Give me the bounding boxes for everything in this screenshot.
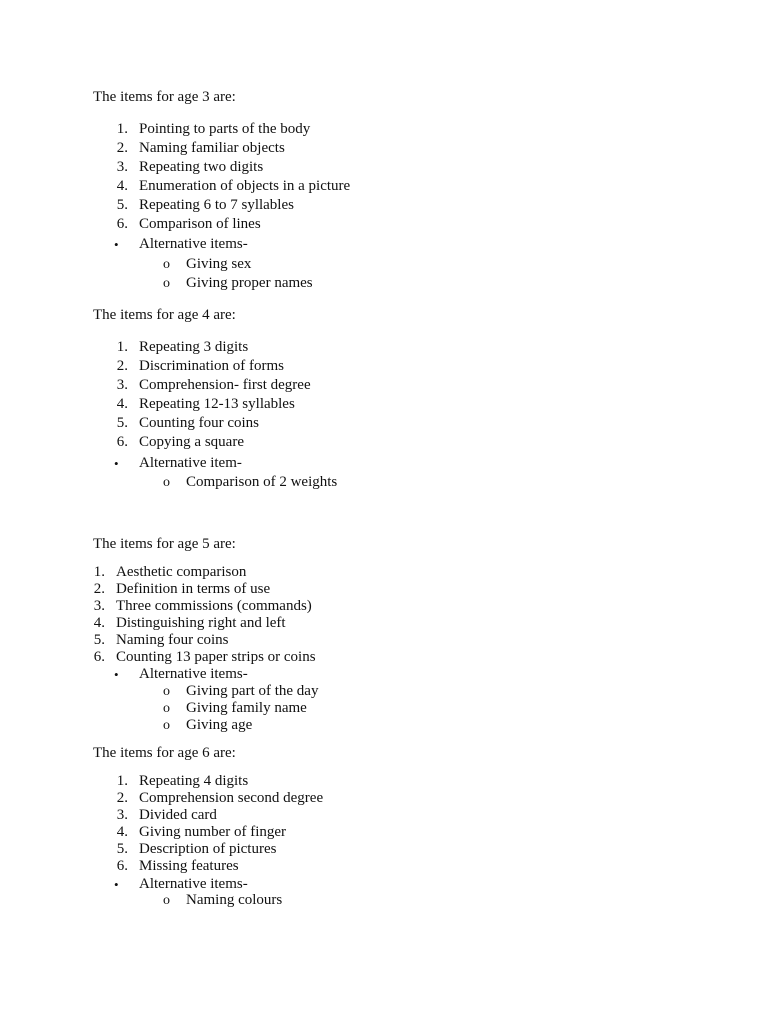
list-item: Comprehension second degree — [139, 790, 324, 806]
section-heading-4: The items for age 6 are: — [93, 745, 236, 761]
sub-bullet-marker: o — [163, 893, 170, 908]
list-item-number: 3. — [93, 598, 105, 614]
list-item-number: 5. — [116, 841, 128, 857]
list-item-number: 5. — [116, 415, 128, 431]
alternative-item: Giving part of the day — [186, 683, 319, 699]
sub-bullet-marker: o — [163, 684, 170, 699]
list-item-number: 6. — [93, 649, 105, 665]
bullet-marker: • — [114, 877, 119, 892]
list-item-number: 1. — [116, 121, 128, 137]
list-item: Repeating 3 digits — [139, 339, 249, 355]
list-item: Repeating two digits — [139, 159, 264, 175]
list-item: Copying a square — [139, 434, 244, 450]
list-item-number: 4. — [93, 615, 105, 631]
list-item: Three commissions (commands) — [116, 598, 312, 614]
list-item-number: 6. — [116, 434, 128, 450]
list-item-number: 2. — [93, 581, 105, 597]
list-item-number: 6. — [116, 858, 128, 874]
alternative-item: Comparison of 2 weights — [186, 474, 338, 490]
list-item: Discrimination of forms — [139, 358, 284, 374]
list-item-number: 3. — [116, 807, 128, 823]
sub-bullet-marker: o — [163, 701, 170, 716]
list-item: Repeating 4 digits — [139, 773, 249, 789]
list-item: Pointing to parts of the body — [139, 121, 311, 137]
list-item: Naming four coins — [116, 632, 229, 648]
list-item: Missing features — [139, 858, 239, 874]
list-item: Distinguishing right and left — [116, 615, 286, 631]
list-item-number: 4. — [116, 396, 128, 412]
list-item-number: 2. — [116, 358, 128, 374]
sub-bullet-marker: o — [163, 475, 170, 490]
list-item: Naming familiar objects — [139, 140, 285, 156]
list-item-number: 6. — [116, 216, 128, 232]
list-item: Comprehension- first degree — [139, 377, 311, 393]
list-item-number: 1. — [116, 773, 128, 789]
list-item-number: 1. — [116, 339, 128, 355]
list-item-number: 2. — [116, 790, 128, 806]
alternative-item: Giving proper names — [186, 275, 313, 291]
list-item: Description of pictures — [139, 841, 277, 857]
sub-bullet-marker: o — [163, 257, 170, 272]
list-item: Giving number of finger — [139, 824, 287, 840]
alternative-items-label: Alternative item- — [139, 455, 242, 471]
list-item: Counting four coins — [139, 415, 259, 431]
list-item: Enumeration of objects in a picture — [139, 178, 351, 194]
bullet-marker: • — [114, 237, 119, 252]
list-item: Repeating 12-13 syllables — [139, 396, 295, 412]
sub-bullet-marker: o — [163, 718, 170, 733]
list-item: Definition in terms of use — [116, 581, 271, 597]
list-item: Divided card — [139, 807, 217, 823]
list-item-number: 2. — [116, 140, 128, 156]
alternative-item: Giving sex — [186, 256, 252, 272]
alternative-items-label: Alternative items- — [139, 666, 248, 682]
alternative-items-label: Alternative items- — [139, 236, 248, 252]
bullet-marker: • — [114, 667, 119, 682]
list-item: Comparison of lines — [139, 216, 261, 232]
list-item: Counting 13 paper strips or coins — [116, 649, 316, 665]
list-item-number: 1. — [93, 564, 105, 580]
section-heading-2: The items for age 4 are: — [93, 307, 236, 323]
alternative-item: Giving age — [186, 717, 253, 733]
alternative-item: Naming colours — [186, 892, 283, 908]
list-item-number: 4. — [116, 824, 128, 840]
list-item-number: 5. — [116, 197, 128, 213]
sub-bullet-marker: o — [163, 276, 170, 291]
list-item-number: 3. — [116, 159, 128, 175]
section-heading-1: The items for age 3 are: — [93, 89, 236, 105]
section-heading-3: The items for age 5 are: — [93, 536, 236, 552]
list-item: Aesthetic comparison — [116, 564, 247, 580]
alternative-item: Giving family name — [186, 700, 307, 716]
list-item: Repeating 6 to 7 syllables — [139, 197, 294, 213]
list-item-number: 3. — [116, 377, 128, 393]
list-item-number: 5. — [93, 632, 105, 648]
alternative-items-label: Alternative items- — [139, 876, 248, 892]
bullet-marker: • — [114, 456, 119, 471]
list-item-number: 4. — [116, 178, 128, 194]
